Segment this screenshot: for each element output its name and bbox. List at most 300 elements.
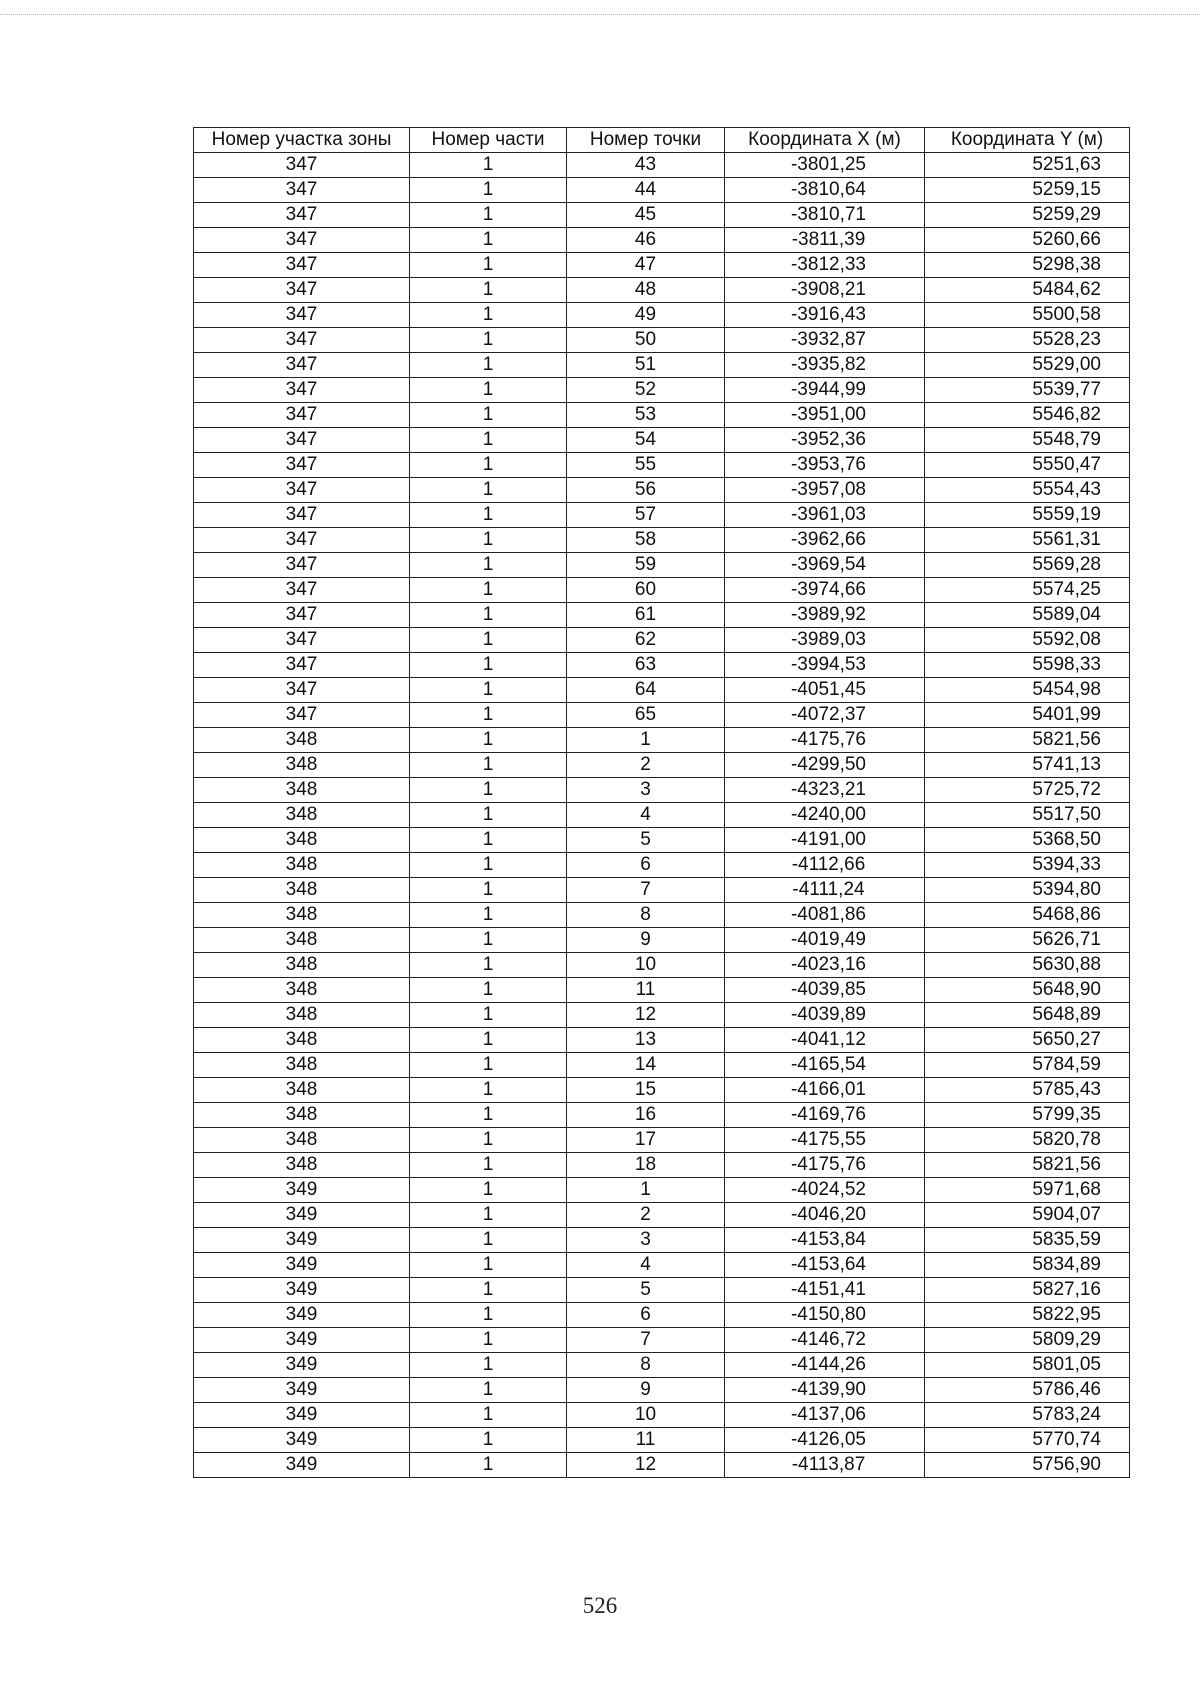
coordinate-y-cell: 5809,29 xyxy=(925,1328,1130,1353)
part-number-cell: 1 xyxy=(410,1028,567,1053)
table-row xyxy=(194,1203,1130,1228)
part-number-cell: 1 xyxy=(410,1253,567,1278)
coordinate-x-cell: -3811,39 xyxy=(725,228,925,253)
table-row xyxy=(194,253,1130,278)
part-number-cell: 1 xyxy=(410,1103,567,1128)
coordinate-x-cell: -3994,53 xyxy=(725,653,925,678)
part-number-cell: 1 xyxy=(410,203,567,228)
table-row xyxy=(194,153,1130,178)
coordinate-y-cell: 5454,98 xyxy=(925,678,1130,703)
table-row xyxy=(194,1028,1130,1053)
table-row xyxy=(194,328,1130,353)
point-number-cell: 8 xyxy=(567,903,725,928)
coordinate-y-cell: 5971,68 xyxy=(925,1178,1130,1203)
part-number-cell: 1 xyxy=(410,328,567,353)
point-number-cell: 3 xyxy=(567,1228,725,1253)
table-row xyxy=(194,1003,1130,1028)
point-number-cell: 53 xyxy=(567,403,725,428)
coordinate-y-cell: 5589,04 xyxy=(925,603,1130,628)
coordinate-x-cell: -3908,21 xyxy=(725,278,925,303)
part-number-cell: 1 xyxy=(410,153,567,178)
point-number-cell: 2 xyxy=(567,753,725,778)
coordinate-x-cell: -4111,24 xyxy=(725,878,925,903)
coordinate-y-cell: 5786,46 xyxy=(925,1378,1130,1403)
coordinate-x-cell: -4072,37 xyxy=(725,703,925,728)
zone-section-cell: 348 xyxy=(194,778,410,803)
coordinate-x-cell: -4081,86 xyxy=(725,903,925,928)
point-number-cell: 56 xyxy=(567,478,725,503)
table-row xyxy=(194,603,1130,628)
header-part-number: Номер части xyxy=(410,128,567,153)
coordinate-x-cell: -3951,00 xyxy=(725,403,925,428)
coordinate-y-cell: 5554,43 xyxy=(925,478,1130,503)
coordinate-x-cell: -4146,72 xyxy=(725,1328,925,1353)
part-number-cell: 1 xyxy=(410,578,567,603)
part-number-cell: 1 xyxy=(410,553,567,578)
zone-section-cell: 347 xyxy=(194,478,410,503)
point-number-cell: 58 xyxy=(567,528,725,553)
zone-section-cell: 348 xyxy=(194,1003,410,1028)
table-row xyxy=(194,503,1130,528)
zone-section-cell: 349 xyxy=(194,1428,410,1453)
coordinate-x-cell: -4112,66 xyxy=(725,853,925,878)
zone-section-cell: 349 xyxy=(194,1178,410,1203)
part-number-cell: 1 xyxy=(410,703,567,728)
coordinate-y-cell: 5569,28 xyxy=(925,553,1130,578)
part-number-cell: 1 xyxy=(410,453,567,478)
table-row xyxy=(194,228,1130,253)
coordinate-x-cell: -4165,54 xyxy=(725,1053,925,1078)
point-number-cell: 10 xyxy=(567,1403,725,1428)
coordinate-x-cell: -3989,92 xyxy=(725,603,925,628)
point-number-cell: 61 xyxy=(567,603,725,628)
page-number: 526 xyxy=(582,1593,618,1618)
table-row xyxy=(194,1128,1130,1153)
table-row xyxy=(194,953,1130,978)
zone-section-cell: 347 xyxy=(194,353,410,378)
point-number-cell: 65 xyxy=(567,703,725,728)
table-row xyxy=(194,1428,1130,1453)
point-number-cell: 9 xyxy=(567,928,725,953)
zone-section-cell: 347 xyxy=(194,453,410,478)
point-number-cell: 8 xyxy=(567,1353,725,1378)
table-row xyxy=(194,1278,1130,1303)
table-row xyxy=(194,1328,1130,1353)
zone-section-cell: 348 xyxy=(194,1128,410,1153)
table-row xyxy=(194,853,1130,878)
coordinate-y-cell: 5756,90 xyxy=(925,1453,1130,1478)
part-number-cell: 1 xyxy=(410,1178,567,1203)
point-number-cell: 44 xyxy=(567,178,725,203)
part-number-cell: 1 xyxy=(410,628,567,653)
zone-section-cell: 348 xyxy=(194,853,410,878)
coordinate-y-cell: 5546,82 xyxy=(925,403,1130,428)
coordinate-x-cell: -3953,76 xyxy=(725,453,925,478)
coordinate-y-cell: 5650,27 xyxy=(925,1028,1130,1053)
zone-section-cell: 347 xyxy=(194,403,410,428)
table-row xyxy=(194,778,1130,803)
coordinate-x-cell: -3810,71 xyxy=(725,203,925,228)
coordinate-x-cell: -4151,41 xyxy=(725,1278,925,1303)
table-row xyxy=(194,1228,1130,1253)
point-number-cell: 6 xyxy=(567,853,725,878)
zone-section-cell: 347 xyxy=(194,528,410,553)
point-number-cell: 52 xyxy=(567,378,725,403)
point-number-cell: 63 xyxy=(567,653,725,678)
coordinate-x-cell: -3952,36 xyxy=(725,428,925,453)
coordinate-x-cell: -4019,49 xyxy=(725,928,925,953)
coordinate-x-cell: -4191,00 xyxy=(725,828,925,853)
part-number-cell: 1 xyxy=(410,528,567,553)
coordinate-y-cell: 5592,08 xyxy=(925,628,1130,653)
zone-section-cell: 347 xyxy=(194,278,410,303)
table-row xyxy=(194,553,1130,578)
coordinate-x-cell: -3801,25 xyxy=(725,153,925,178)
coordinate-y-cell: 5630,88 xyxy=(925,953,1130,978)
coordinate-y-cell: 5368,50 xyxy=(925,828,1130,853)
coordinate-y-cell: 5785,43 xyxy=(925,1078,1130,1103)
zone-section-cell: 348 xyxy=(194,1078,410,1103)
coordinate-x-cell: -4153,84 xyxy=(725,1228,925,1253)
part-number-cell: 1 xyxy=(410,428,567,453)
coordinate-x-cell: -4175,55 xyxy=(725,1128,925,1153)
table-row xyxy=(194,353,1130,378)
part-number-cell: 1 xyxy=(410,1353,567,1378)
coordinate-x-cell: -4046,20 xyxy=(725,1203,925,1228)
part-number-cell: 1 xyxy=(410,1378,567,1403)
table-row xyxy=(194,678,1130,703)
table-row xyxy=(194,378,1130,403)
coordinate-x-cell: -4137,06 xyxy=(725,1403,925,1428)
zone-section-cell: 347 xyxy=(194,503,410,528)
table-row xyxy=(194,478,1130,503)
coordinate-y-cell: 5529,00 xyxy=(925,353,1130,378)
part-number-cell: 1 xyxy=(410,853,567,878)
header-coordinate-x: Координата X (м) xyxy=(725,128,925,153)
coordinate-y-cell: 5517,50 xyxy=(925,803,1130,828)
zone-section-cell: 347 xyxy=(194,428,410,453)
table-row xyxy=(194,703,1130,728)
coordinate-x-cell: -4051,45 xyxy=(725,678,925,703)
part-number-cell: 1 xyxy=(410,503,567,528)
table-row xyxy=(194,178,1130,203)
table-row xyxy=(194,828,1130,853)
part-number-cell: 1 xyxy=(410,278,567,303)
coordinate-y-cell: 5725,72 xyxy=(925,778,1130,803)
coordinate-y-cell: 5648,90 xyxy=(925,978,1130,1003)
point-number-cell: 12 xyxy=(567,1453,725,1478)
part-number-cell: 1 xyxy=(410,1128,567,1153)
zone-section-cell: 347 xyxy=(194,253,410,278)
part-number-cell: 1 xyxy=(410,1453,567,1478)
table-row xyxy=(194,203,1130,228)
coordinate-x-cell: -3810,64 xyxy=(725,178,925,203)
coordinate-x-cell: -4039,89 xyxy=(725,1003,925,1028)
coordinate-x-cell: -4240,00 xyxy=(725,803,925,828)
table-row xyxy=(194,1253,1130,1278)
part-number-cell: 1 xyxy=(410,753,567,778)
part-number-cell: 1 xyxy=(410,678,567,703)
point-number-cell: 47 xyxy=(567,253,725,278)
zone-section-cell: 347 xyxy=(194,203,410,228)
point-number-cell: 11 xyxy=(567,1428,725,1453)
coordinate-y-cell: 5827,16 xyxy=(925,1278,1130,1303)
table-row xyxy=(194,753,1130,778)
table-row xyxy=(194,1378,1130,1403)
zone-section-cell: 349 xyxy=(194,1303,410,1328)
zone-section-cell: 349 xyxy=(194,1278,410,1303)
zone-section-cell: 349 xyxy=(194,1378,410,1403)
coordinate-y-cell: 5401,99 xyxy=(925,703,1130,728)
point-number-cell: 15 xyxy=(567,1078,725,1103)
table-row xyxy=(194,1053,1130,1078)
zone-section-cell: 347 xyxy=(194,228,410,253)
point-number-cell: 7 xyxy=(567,878,725,903)
part-number-cell: 1 xyxy=(410,603,567,628)
coordinate-y-cell: 5550,47 xyxy=(925,453,1130,478)
coordinate-x-cell: -4166,01 xyxy=(725,1078,925,1103)
part-number-cell: 1 xyxy=(410,478,567,503)
zone-section-cell: 347 xyxy=(194,578,410,603)
table-row xyxy=(194,903,1130,928)
header-point-number: Номер точки xyxy=(567,128,725,153)
point-number-cell: 62 xyxy=(567,628,725,653)
point-number-cell: 57 xyxy=(567,503,725,528)
point-number-cell: 48 xyxy=(567,278,725,303)
table-row xyxy=(194,303,1130,328)
part-number-cell: 1 xyxy=(410,803,567,828)
point-number-cell: 5 xyxy=(567,1278,725,1303)
point-number-cell: 2 xyxy=(567,1203,725,1228)
zone-section-cell: 349 xyxy=(194,1203,410,1228)
coordinate-x-cell: -4139,90 xyxy=(725,1378,925,1403)
table-row xyxy=(194,803,1130,828)
zone-section-cell: 348 xyxy=(194,1103,410,1128)
coordinate-x-cell: -4169,76 xyxy=(725,1103,925,1128)
part-number-cell: 1 xyxy=(410,378,567,403)
point-number-cell: 3 xyxy=(567,778,725,803)
coordinate-x-cell: -3944,99 xyxy=(725,378,925,403)
point-number-cell: 1 xyxy=(567,728,725,753)
table-row xyxy=(194,728,1130,753)
point-number-cell: 43 xyxy=(567,153,725,178)
point-number-cell: 12 xyxy=(567,1003,725,1028)
zone-section-cell: 349 xyxy=(194,1453,410,1478)
zone-section-cell: 347 xyxy=(194,603,410,628)
coordinate-x-cell: -4039,85 xyxy=(725,978,925,1003)
table-row xyxy=(194,428,1130,453)
part-number-cell: 1 xyxy=(410,903,567,928)
table-row xyxy=(194,653,1130,678)
coordinate-y-cell: 5820,78 xyxy=(925,1128,1130,1153)
point-number-cell: 18 xyxy=(567,1153,725,1178)
header-coordinate-y: Координата Y (м) xyxy=(925,128,1130,153)
coordinate-x-cell: -4175,76 xyxy=(725,728,925,753)
point-number-cell: 9 xyxy=(567,1378,725,1403)
part-number-cell: 1 xyxy=(410,303,567,328)
coordinate-x-cell: -3974,66 xyxy=(725,578,925,603)
part-number-cell: 1 xyxy=(410,1003,567,1028)
coordinate-x-cell: -3969,54 xyxy=(725,553,925,578)
part-number-cell: 1 xyxy=(410,1403,567,1428)
coordinate-y-cell: 5394,33 xyxy=(925,853,1130,878)
point-number-cell: 16 xyxy=(567,1103,725,1128)
part-number-cell: 1 xyxy=(410,1228,567,1253)
coordinate-x-cell: -4113,87 xyxy=(725,1453,925,1478)
part-number-cell: 1 xyxy=(410,1278,567,1303)
part-number-cell: 1 xyxy=(410,728,567,753)
coordinate-x-cell: -4150,80 xyxy=(725,1303,925,1328)
zone-section-cell: 347 xyxy=(194,303,410,328)
zone-section-cell: 348 xyxy=(194,1028,410,1053)
table-row xyxy=(194,1453,1130,1478)
zone-section-cell: 347 xyxy=(194,553,410,578)
table-row xyxy=(194,628,1130,653)
zone-section-cell: 348 xyxy=(194,828,410,853)
coordinate-y-cell: 5783,24 xyxy=(925,1403,1130,1428)
coordinate-y-cell: 5500,58 xyxy=(925,303,1130,328)
point-number-cell: 7 xyxy=(567,1328,725,1353)
zone-section-cell: 348 xyxy=(194,728,410,753)
part-number-cell: 1 xyxy=(410,653,567,678)
point-number-cell: 45 xyxy=(567,203,725,228)
coordinate-y-cell: 5484,62 xyxy=(925,278,1130,303)
table-row xyxy=(194,1178,1130,1203)
coordinate-y-cell: 5559,19 xyxy=(925,503,1130,528)
coordinate-x-cell: -4299,50 xyxy=(725,753,925,778)
coordinate-y-cell: 5598,33 xyxy=(925,653,1130,678)
coordinate-x-cell: -3916,43 xyxy=(725,303,925,328)
coordinate-x-cell: -3957,08 xyxy=(725,478,925,503)
point-number-cell: 49 xyxy=(567,303,725,328)
part-number-cell: 1 xyxy=(410,878,567,903)
point-number-cell: 14 xyxy=(567,1053,725,1078)
table-row xyxy=(194,278,1130,303)
zone-section-cell: 348 xyxy=(194,753,410,778)
zone-section-cell: 347 xyxy=(194,628,410,653)
table-row xyxy=(194,1353,1130,1378)
coordinate-y-cell: 5539,77 xyxy=(925,378,1130,403)
point-number-cell: 4 xyxy=(567,803,725,828)
coordinate-y-cell: 5394,80 xyxy=(925,878,1130,903)
zone-section-cell: 348 xyxy=(194,1053,410,1078)
part-number-cell: 1 xyxy=(410,1203,567,1228)
point-number-cell: 10 xyxy=(567,953,725,978)
table-row xyxy=(194,578,1130,603)
coordinate-y-cell: 5821,56 xyxy=(925,728,1130,753)
zone-section-cell: 348 xyxy=(194,903,410,928)
part-number-cell: 1 xyxy=(410,253,567,278)
coordinate-y-cell: 5626,71 xyxy=(925,928,1130,953)
table-row xyxy=(194,1303,1130,1328)
header-zone-section-number: Номер участка зоны xyxy=(194,128,410,153)
coordinate-y-cell: 5801,05 xyxy=(925,1353,1130,1378)
zone-section-cell: 347 xyxy=(194,703,410,728)
coordinate-y-cell: 5822,95 xyxy=(925,1303,1130,1328)
coordinate-y-cell: 5835,59 xyxy=(925,1228,1130,1253)
zone-section-cell: 348 xyxy=(194,928,410,953)
coordinate-x-cell: -3935,82 xyxy=(725,353,925,378)
table-row xyxy=(194,928,1130,953)
zone-section-cell: 347 xyxy=(194,678,410,703)
table-row xyxy=(194,403,1130,428)
table-row xyxy=(194,1103,1130,1128)
point-number-cell: 55 xyxy=(567,453,725,478)
top-dotted-rule xyxy=(0,14,1200,15)
part-number-cell: 1 xyxy=(410,778,567,803)
coordinate-x-cell: -4144,26 xyxy=(725,1353,925,1378)
coordinate-y-cell: 5904,07 xyxy=(925,1203,1130,1228)
coordinates-table xyxy=(193,127,1130,1478)
part-number-cell: 1 xyxy=(410,1053,567,1078)
point-number-cell: 1 xyxy=(567,1178,725,1203)
coordinate-x-cell: -4126,05 xyxy=(725,1428,925,1453)
point-number-cell: 50 xyxy=(567,328,725,353)
table-row xyxy=(194,528,1130,553)
table-row xyxy=(194,1078,1130,1103)
zone-section-cell: 347 xyxy=(194,378,410,403)
coordinate-y-cell: 5259,15 xyxy=(925,178,1130,203)
table-row xyxy=(194,878,1130,903)
coordinate-x-cell: -4024,52 xyxy=(725,1178,925,1203)
coordinate-y-cell: 5260,66 xyxy=(925,228,1130,253)
coordinate-x-cell: -4041,12 xyxy=(725,1028,925,1053)
zone-section-cell: 347 xyxy=(194,653,410,678)
table-row xyxy=(194,453,1130,478)
point-number-cell: 6 xyxy=(567,1303,725,1328)
point-number-cell: 11 xyxy=(567,978,725,1003)
point-number-cell: 46 xyxy=(567,228,725,253)
coordinates-sheet xyxy=(193,127,1129,1478)
point-number-cell: 4 xyxy=(567,1253,725,1278)
coordinate-y-cell: 5799,35 xyxy=(925,1103,1130,1128)
coordinate-y-cell: 5528,23 xyxy=(925,328,1130,353)
coordinate-y-cell: 5561,31 xyxy=(925,528,1130,553)
point-number-cell: 60 xyxy=(567,578,725,603)
point-number-cell: 5 xyxy=(567,828,725,853)
zone-section-cell: 348 xyxy=(194,978,410,1003)
coordinate-y-cell: 5770,74 xyxy=(925,1428,1130,1453)
part-number-cell: 1 xyxy=(410,1303,567,1328)
coordinate-y-cell: 5821,56 xyxy=(925,1153,1130,1178)
table-row xyxy=(194,978,1130,1003)
part-number-cell: 1 xyxy=(410,828,567,853)
coordinate-y-cell: 5548,79 xyxy=(925,428,1130,453)
coordinate-y-cell: 5468,86 xyxy=(925,903,1130,928)
coordinate-x-cell: -4323,21 xyxy=(725,778,925,803)
coordinate-x-cell: -4023,16 xyxy=(725,953,925,978)
part-number-cell: 1 xyxy=(410,1078,567,1103)
zone-section-cell: 349 xyxy=(194,1353,410,1378)
coordinate-x-cell: -4175,76 xyxy=(725,1153,925,1178)
point-number-cell: 51 xyxy=(567,353,725,378)
part-number-cell: 1 xyxy=(410,178,567,203)
part-number-cell: 1 xyxy=(410,1328,567,1353)
coordinate-y-cell: 5574,25 xyxy=(925,578,1130,603)
part-number-cell: 1 xyxy=(410,1428,567,1453)
zone-section-cell: 349 xyxy=(194,1228,410,1253)
zone-section-cell: 348 xyxy=(194,803,410,828)
table-header-row xyxy=(194,128,1130,153)
part-number-cell: 1 xyxy=(410,353,567,378)
coordinate-y-cell: 5259,29 xyxy=(925,203,1130,228)
point-number-cell: 64 xyxy=(567,678,725,703)
coordinate-x-cell: -4153,64 xyxy=(725,1253,925,1278)
table-row xyxy=(194,1153,1130,1178)
table-body xyxy=(194,153,1130,1478)
part-number-cell: 1 xyxy=(410,1153,567,1178)
coordinate-y-cell: 5251,63 xyxy=(925,153,1130,178)
